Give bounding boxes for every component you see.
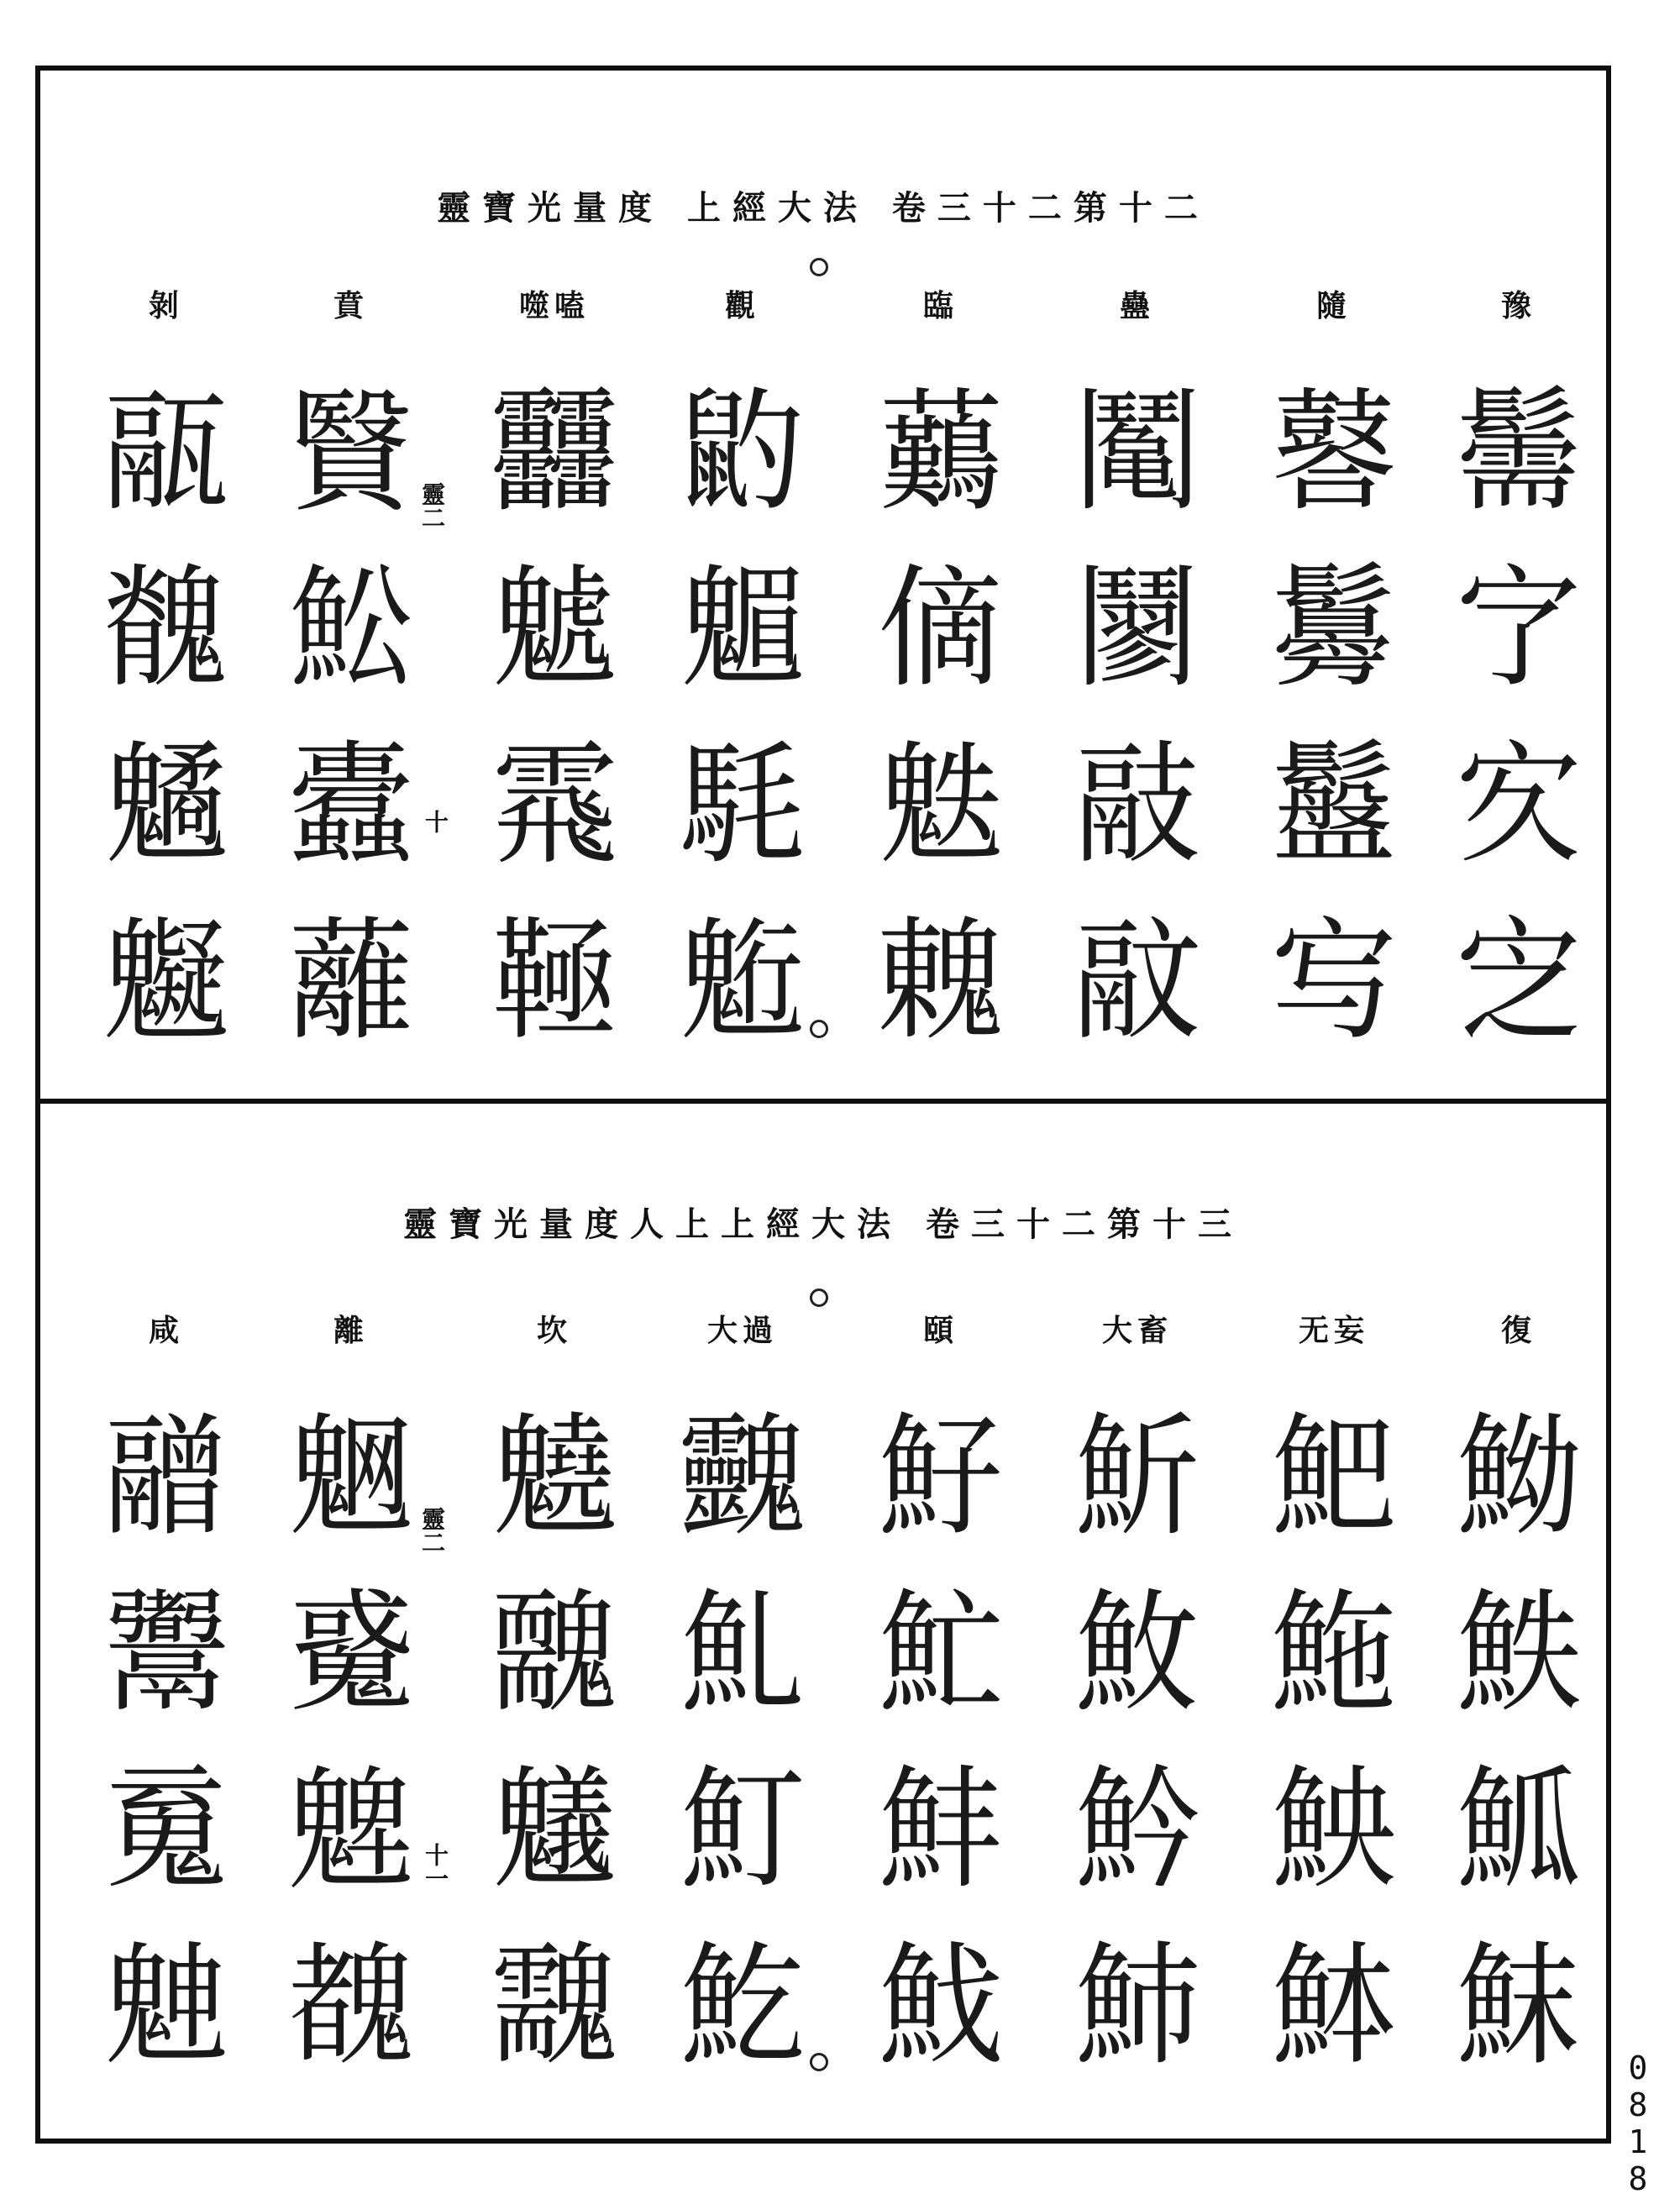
seal-glyph: 䰛 — [102, 375, 229, 530]
seal-glyph: 䰽 — [1074, 1929, 1200, 2084]
top-panel-title: 二十第二十三卷 法大經上 度量光寶靈 — [437, 188, 1210, 228]
column-label: 坎 — [536, 1313, 572, 1348]
seal-glyph: 䰧 — [491, 552, 617, 706]
seal-glyph: 䰦 — [287, 1753, 414, 1908]
column-label: 隨 — [1315, 288, 1352, 323]
page-number — [1621, 2049, 1655, 2197]
seal-glyph: 䱀 — [1270, 1753, 1397, 1908]
column — [1250, 281, 1418, 1070]
column-label: 无妄 — [1298, 1313, 1369, 1348]
column-label: 剝 — [148, 288, 184, 323]
column-label: 豫 — [1500, 288, 1536, 323]
seal-glyph: 㝎 — [1455, 905, 1582, 1059]
seal-glyph: 蠹 — [287, 728, 414, 883]
seal-glyph: 䰥 — [287, 1577, 414, 1731]
seal-glyph: 䰔 — [1270, 728, 1397, 883]
seal-glyph: 䰪 — [102, 552, 229, 706]
bottom-panel-title: 三十第二十三卷 法大經上上人度量光寶靈 — [403, 1204, 1243, 1244]
seal-glyph: 蘺 — [287, 905, 414, 1059]
seal-glyph: 䰣 — [287, 1400, 414, 1555]
seal-glyph: 䰞 — [102, 1577, 229, 1731]
column — [1250, 1305, 1418, 2095]
seal-glyph: 䶂 — [679, 375, 806, 530]
column-label: 離 — [333, 1313, 369, 1348]
seal-glyph: 䰡 — [877, 728, 1004, 883]
page-number-digit: 8 — [1628, 2086, 1648, 2123]
seal-glyph: 䩯 — [491, 905, 617, 1059]
seal-glyph: 䰭 — [491, 1577, 617, 1731]
column-label: 臨 — [922, 288, 958, 323]
seal-glyph: 䨻 — [491, 375, 617, 530]
seal-glyph: 䰮 — [491, 1753, 617, 1908]
side-mark: 十 — [422, 810, 449, 833]
column — [1435, 281, 1603, 1070]
seal-glyph: 䰾 — [1270, 1400, 1397, 1555]
seal-glyph: 䱄 — [1455, 1753, 1582, 1908]
seal-glyph: 䶀 — [1270, 375, 1397, 530]
seal-glyph: 䰓 — [1270, 552, 1397, 706]
seal-glyph: 䰺 — [1074, 1400, 1200, 1555]
side-mark: 十一 — [422, 1843, 449, 1890]
seal-glyph: 䰨 — [679, 552, 806, 706]
column — [267, 281, 435, 1070]
page-number-digit: 0 — [1628, 2049, 1648, 2086]
seal-glyph: 䰲 — [679, 1577, 806, 1731]
seal-glyph: 䰼 — [1074, 1753, 1200, 1908]
column-label: 噬嗑 — [518, 288, 590, 323]
column-label: 觀 — [724, 288, 760, 323]
seal-glyph: 䰴 — [679, 1929, 806, 2084]
bottom-panel — [40, 1104, 1606, 2139]
seal-glyph: 䰱 — [679, 1400, 806, 1555]
seal-glyph: 䰟 — [102, 1753, 229, 1908]
column — [1053, 281, 1221, 1070]
seal-glyph: 䰰 — [491, 1929, 617, 2084]
seal-glyph: 䕿 — [877, 375, 1004, 530]
column — [659, 1305, 827, 2095]
column — [1435, 1305, 1603, 2095]
seal-glyph: 䰳 — [679, 1753, 806, 1908]
seal-glyph: 㝋 — [1455, 552, 1582, 706]
column-label: 賁 — [333, 288, 369, 323]
top-panel — [40, 71, 1606, 1099]
seal-glyph: 䰝 — [102, 1400, 229, 1555]
column-label: 頤 — [922, 1313, 958, 1348]
column — [1053, 1305, 1221, 2095]
seal-glyph: 䰸 — [287, 552, 414, 706]
seal-glyph: 䰹 — [877, 1929, 1004, 2084]
seal-glyph: 䰘 — [1074, 552, 1200, 706]
seal-glyph: 䰑 — [1455, 375, 1582, 530]
seal-glyph: 㝌 — [1455, 728, 1582, 883]
column — [82, 1305, 250, 2095]
column-label: 蠱 — [1119, 288, 1155, 323]
seal-glyph: 㒀 — [877, 552, 1004, 706]
seal-glyph: 䱂 — [1455, 1400, 1582, 1555]
seal-glyph: 䰫 — [491, 1400, 617, 1555]
column — [857, 1305, 1025, 2095]
seal-glyph: 䰤 — [877, 905, 1004, 1059]
seal-glyph: 䰙 — [1074, 728, 1200, 883]
seal-glyph: 䱅 — [1455, 1929, 1582, 2084]
seal-glyph: 䭷 — [679, 728, 806, 883]
side-mark: 靈二 — [418, 1507, 446, 1554]
page-number-digit: 8 — [1628, 2160, 1648, 2197]
seal-glyph: 䱁 — [1270, 1929, 1397, 2084]
seal-glyph: 㝍 — [1270, 905, 1397, 1059]
seal-glyph: 䰿 — [1270, 1577, 1397, 1731]
column-label: 大過 — [706, 1313, 778, 1348]
column-label: 復 — [1500, 1313, 1536, 1348]
seal-glyph: 䱃 — [1455, 1577, 1582, 1731]
circle-mark — [810, 1288, 828, 1307]
seal-glyph: 䰻 — [1074, 1577, 1200, 1731]
seal-glyph: 䰬 — [102, 728, 229, 883]
seal-glyph: 䰚 — [1074, 905, 1200, 1059]
column — [857, 281, 1025, 1070]
page-number-digit: 1 — [1628, 2123, 1648, 2160]
seal-glyph: 䰠 — [102, 1929, 229, 2084]
column-label: 咸 — [148, 1313, 184, 1348]
column — [267, 1305, 435, 2095]
seal-glyph: 䰶 — [877, 1577, 1004, 1731]
side-mark: 靈二 — [418, 482, 446, 529]
seal-glyph: 䰯 — [102, 905, 229, 1059]
seal-glyph: 䰢 — [679, 905, 806, 1059]
seal-glyph: 䰷 — [877, 1753, 1004, 1908]
column — [659, 281, 827, 1070]
seal-glyph: 䰗 — [1074, 375, 1200, 530]
column — [470, 281, 638, 1070]
seal-glyph: 䰵 — [877, 1400, 1004, 1555]
column-label: 大畜 — [1101, 1313, 1173, 1348]
seal-glyph: 贀 — [287, 375, 414, 530]
circle-mark — [810, 258, 828, 276]
seal-glyph: 䰩 — [287, 1929, 414, 2084]
column — [470, 1305, 638, 2095]
seal-glyph: 䬠 — [491, 728, 617, 883]
column — [82, 281, 250, 1070]
